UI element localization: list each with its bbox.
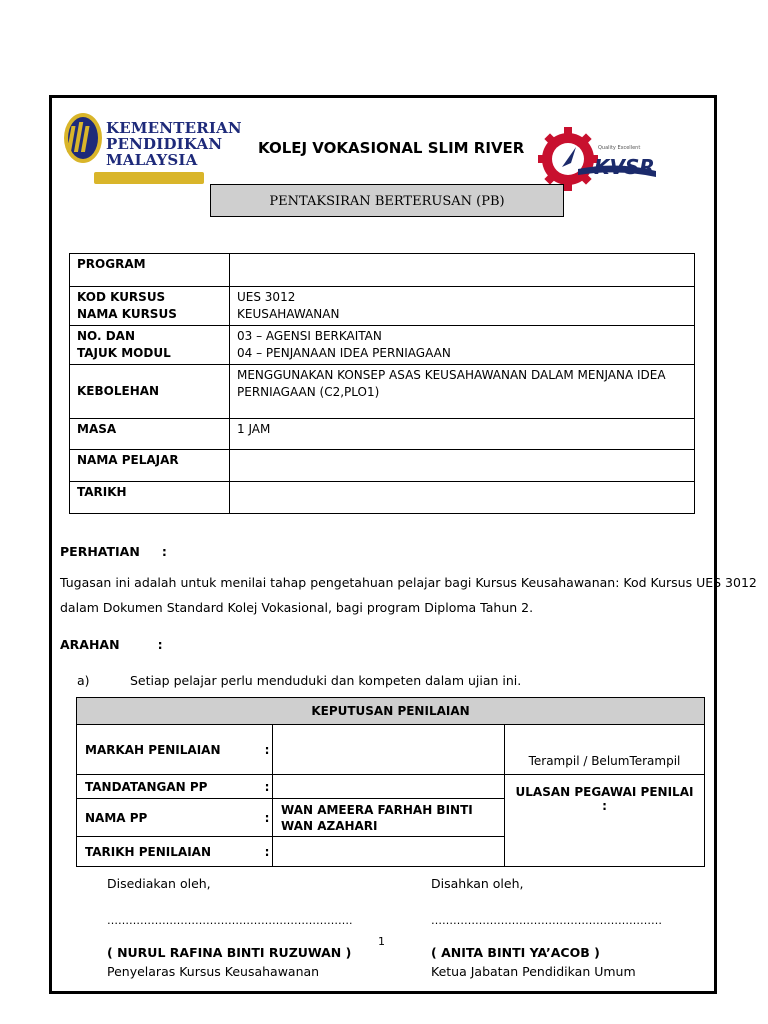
assessment-date-colon: : (262, 837, 273, 867)
ministry-line-2: PENDIDIKAN (106, 135, 223, 153)
assessment-date-value[interactable] (273, 837, 505, 867)
result-table-title: KEPUTUSAN PENILAIAN (77, 698, 705, 725)
student-name-label: NAMA PELAJAR (70, 450, 230, 482)
approved-by-signature-line: ……………………………………………………… (431, 914, 662, 927)
date-value[interactable] (230, 482, 695, 514)
marks-value[interactable] (273, 725, 505, 775)
time-value: 1 JAM (230, 419, 695, 450)
approved-by-caption: Disahkan oleh, (431, 876, 524, 891)
signature-colon: : (262, 775, 273, 799)
assessor-name-label: NAMA PP (77, 799, 263, 837)
ministry-logo (62, 108, 242, 186)
course-info-table (69, 253, 695, 514)
arahan-item-marker: a) (77, 673, 90, 688)
approved-by-name: ( ANITA BINTI YA’ACOB ) (431, 945, 600, 960)
table-row (70, 254, 695, 287)
table-row (70, 365, 695, 419)
ministry-crest-icon (63, 112, 103, 164)
module-label: NO. DAN TAJUK MODUL (70, 326, 230, 365)
ability-value: MENGGUNAKAN KONSEP ASAS KEUSAHAWANAN DALAM MENJANA IDEA PERNIAGAAN (C2,PLO1) (230, 365, 695, 419)
page-number: 1 (378, 935, 385, 948)
assessment-title: PENTAKSIRAN BERTERUSAN (PB) (210, 184, 564, 217)
module-value: 03 – AGENSI BERKAITAN 04 – PENJANAAN IDEA PERNIAGAAN (230, 326, 695, 365)
date-label: TARIKH (70, 482, 230, 514)
college-name: KOLEJ VOKASIONAL SLIM RIVER (258, 139, 525, 157)
signature-value[interactable] (273, 775, 505, 799)
prepared-by-name: ( NURUL RAFINA BINTI RUZUWAN ) (107, 945, 352, 960)
table-row (70, 287, 695, 326)
table-row (70, 450, 695, 482)
assessor-name-value: WAN AMEERA FARHAH BINTI WAN AZAHARI (273, 799, 505, 837)
assessment-date-label: TARIKH PENILAIAN (77, 837, 263, 867)
course-code-label: KOD KURSUS NAMA KURSUS (70, 287, 230, 326)
table-row (70, 326, 695, 365)
time-label: MASA (70, 419, 230, 450)
prepared-by-role: Penyelaras Kursus Keusahawanan (107, 964, 320, 979)
perhatian-text-line2: dalam Dokumen Standard Kolej Vokasional, bagi program Diploma Tahun 2. (60, 600, 534, 615)
assessor-remarks[interactable]: ULASAN PEGAWAI PENILAI : (505, 775, 705, 867)
program-label: PROGRAM (70, 254, 230, 287)
marks-colon: : (262, 725, 273, 775)
arahan-item-text: Setiap pelajar perlu menduduki dan kompeten dalam ujian ini. (130, 673, 522, 688)
prepared-by-caption: Disediakan oleh, (107, 876, 211, 891)
ministry-line-1: KEMENTERIAN (106, 119, 242, 137)
table-row (77, 775, 705, 799)
course-code-value: UES 3012 KEUSAHAWANAN (230, 287, 695, 326)
marks-label: MARKAH PENILAIAN (77, 725, 263, 775)
assessor-name-colon: : (262, 799, 273, 837)
perhatian-heading: PERHATIAN : (60, 544, 167, 559)
ability-label: KEBOLEHAN (70, 365, 230, 419)
competency-status: Terampil / BelumTerampil (505, 725, 705, 775)
svg-text:Quality Excellent: Quality Excellent (598, 145, 641, 151)
prepared-by-signature-line: …………………………………………………………. (107, 914, 353, 927)
table-row (70, 482, 695, 514)
kvsr-logo-text: KVSR (594, 155, 655, 179)
table-row (77, 698, 705, 725)
program-value[interactable] (230, 254, 695, 287)
signature-label: TANDATANGAN PP (77, 775, 263, 799)
ministry-stripe (94, 172, 204, 184)
arahan-heading: ARAHAN : (60, 637, 163, 652)
table-row (70, 419, 695, 450)
ministry-line-3: MALAYSIA (106, 151, 198, 169)
approved-by-role: Ketua Jabatan Pendidikan Umum (431, 964, 636, 979)
student-name-value[interactable] (230, 450, 695, 482)
kvsr-logo (538, 125, 658, 193)
table-row (77, 725, 705, 775)
perhatian-text-line1: Tugasan ini adalah untuk menilai tahap pengetahuan pelajar bagi Kursus Keusahawanan: Kod Kursus UES 3012 (60, 575, 757, 590)
assessment-result-table (76, 697, 705, 867)
